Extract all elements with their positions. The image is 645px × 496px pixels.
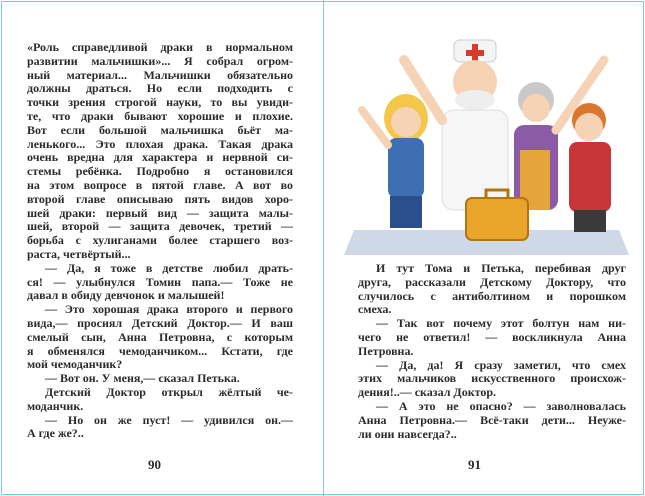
text-line: второй главе описываю пять видов хоро-: [27, 192, 293, 206]
text-line: я обменялся чемоданчиком... Кстати, где: [27, 344, 293, 358]
text-line: чего не ответил! — воскликнула Анна: [358, 330, 626, 344]
text-line: — Но он же пуст! — удивился он.—: [45, 413, 293, 427]
text-line: И тут Тома и Петька, перебивая друг: [376, 262, 626, 275]
girl-shirt: [388, 138, 424, 198]
illustration-family-with-doctor: [344, 30, 629, 255]
text-line: точки зрения строгой науки, то вы увиди-: [27, 96, 293, 110]
text-line: на этом вопросе в пятой главе. А вот во: [27, 178, 293, 192]
text-line: ли они навсегда?..: [358, 427, 457, 441]
text-line: — Да, да! Я сразу заметил, что смех: [376, 358, 626, 372]
boy-trousers: [574, 210, 606, 232]
girl-skirt: [390, 196, 422, 228]
right-page: [324, 0, 645, 496]
text-line: шей, второй — защита девочек, третий —: [27, 220, 293, 234]
text-line: мой чемоданчик?: [27, 358, 123, 372]
text-line: очень вредна для характера и нервной си-: [27, 151, 293, 165]
text-line: дения!..— сказал Доктор.: [358, 386, 497, 400]
text-line: ся! — улыбнулся Томин папа.— Тоже не: [27, 275, 293, 289]
girl-arm: [362, 110, 388, 145]
page-number: 90: [148, 457, 161, 472]
text-line: — А это не опасно? — заволновалась: [376, 399, 626, 413]
text-line: Вот если большой мальчишка бьёт ма-: [27, 123, 293, 137]
grandma-face: [522, 94, 550, 122]
text-line: друга, рассказали Детскому Доктору, что: [358, 275, 626, 289]
page-number: 91: [468, 457, 481, 472]
doctor-coat: [442, 110, 508, 210]
text-line: вида,— просиял Детский Доктор.— И ваш: [27, 316, 293, 330]
text-line: — Это хорошая драка второго и первого: [45, 303, 293, 317]
text-line: шей драки: первый вид — защита малы-: [27, 206, 293, 220]
text-line: раста, четвёртый...: [27, 247, 131, 261]
text-line: ленького... Это плохая драка. Такая драка: [27, 137, 293, 151]
text-line: А где же?..: [27, 427, 84, 441]
text-line: случилось с антиболтином и порошком: [358, 289, 626, 303]
right-page-text: [358, 262, 626, 441]
text-line: «Роль справедливой драки в нормальном: [27, 41, 293, 54]
text-line: Петровна.: [358, 344, 414, 358]
boy-shirt: [569, 142, 611, 212]
text-line: — Так вот почему этот болтун нам ни-: [376, 317, 626, 331]
text-line: борьба с хулиганами более старшего воз-: [27, 234, 293, 248]
doctor-beard: [455, 90, 495, 110]
text-line: должны драться. Но если подходить с: [27, 82, 293, 96]
text-line: этих мальчиков искусственного происхож-: [358, 372, 626, 386]
text-line: — Вот он. У меня,— сказал Петька.: [45, 372, 240, 386]
text-line: смеха.: [358, 303, 392, 317]
text-line: развитии мальчишки»... Я собрал огром-: [27, 54, 293, 68]
text-line: моданчик.: [27, 399, 84, 413]
text-line: Детский Доктор открыл жёлтый че-: [45, 385, 293, 399]
text-line: ный материал... Мальчишки обязательно: [27, 68, 293, 82]
text-line: те, что драки бывают хорошие и плохие.: [27, 109, 293, 123]
left-page-text: [27, 41, 293, 441]
boy-face: [575, 113, 603, 141]
text-line: стемы ребёнка. Подробно я остановился: [27, 165, 293, 179]
yellow-suitcase: [466, 198, 528, 240]
text-line: давал в обиду девчонок и малышей!: [27, 289, 225, 303]
girl-face: [391, 107, 421, 137]
text-line: — Да, я тоже в детстве любил драть-: [45, 261, 293, 275]
text-line: смелый сын, Анна Петровна, с которым: [27, 330, 293, 344]
text-line: Анна Петровна.— Всё-таки дети... Неуже-: [358, 413, 626, 427]
